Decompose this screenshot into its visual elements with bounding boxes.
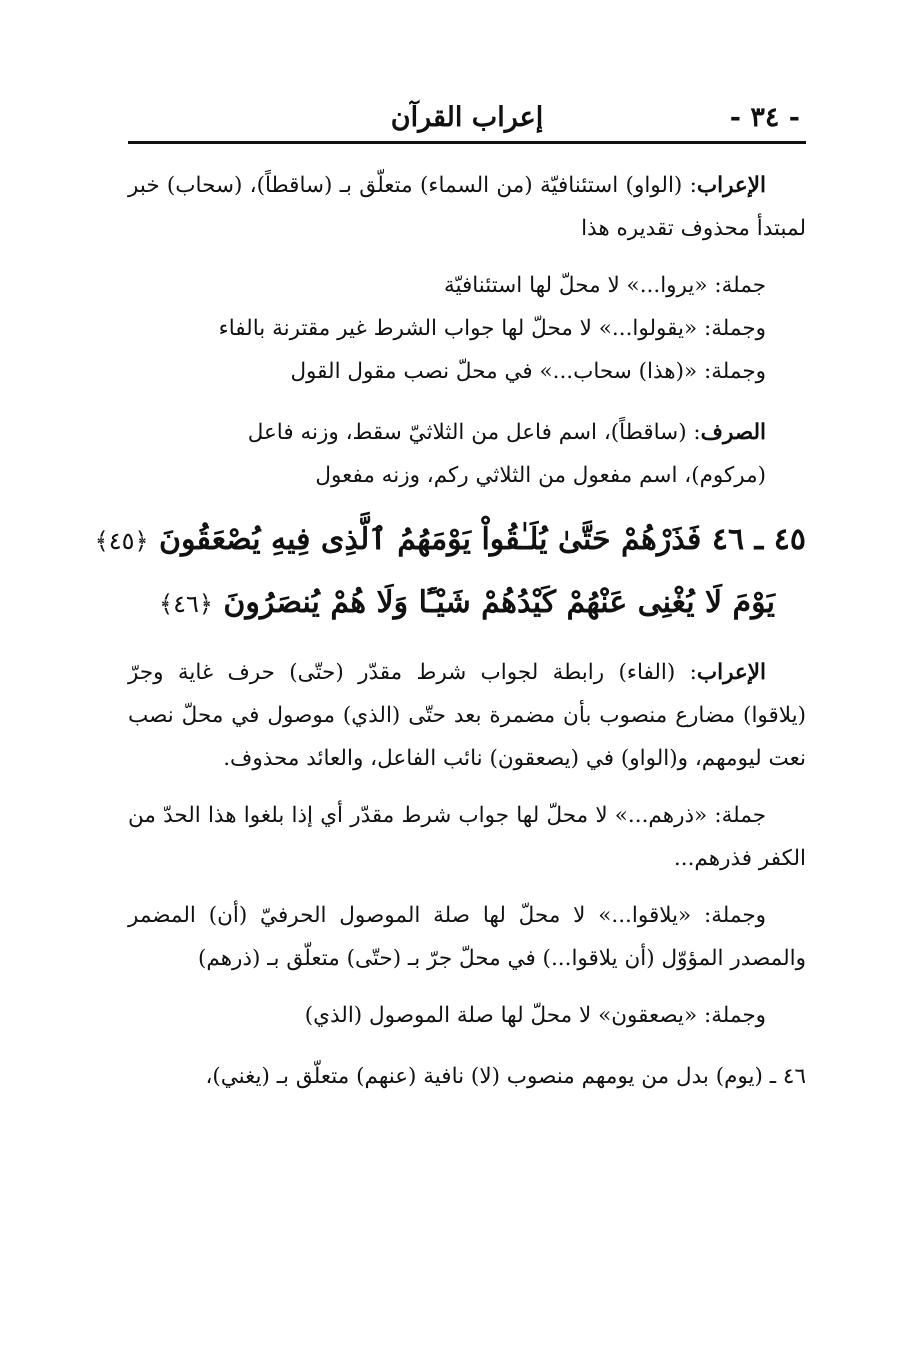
irab-label-1: الإعراب: [696, 173, 766, 198]
jumla-1: جملة: «يروا...» لا محلّ لها استئنافيّة: [443, 273, 766, 298]
irab-text-1: : (الواو) استئنافيّة (من السماء) متعلّق بـ (ساقطاً)، (سحاب) خبر لمبتدأ محذوف تقديره هذا: [128, 173, 806, 241]
irab-label-2: الإعراب: [696, 660, 766, 685]
irab-paragraph-2: [128, 651, 806, 780]
book-title: إعراب القرآن: [390, 102, 544, 133]
jumla-6: وجملة: «يصعقون» لا محلّ لها صلة الموصول (الذي): [304, 1003, 766, 1028]
jumla-3: وجملة: «(هذا) سحاب...» في محلّ نصب مقول القول: [290, 359, 766, 384]
last-line: ٤٦ ـ (يوم) بدل من يومهم منصوب (لا) نافية (عنهم) متعلّق بـ (يغني)،: [205, 1064, 806, 1089]
verse-text-2: يَوْمَ لَا يُغْنِى عَنْهُمْ كَيْدُهُمْ شَيْـًٔا وَلَا هُمْ يُنصَرُونَ: [223, 585, 775, 620]
verse-line-2: [128, 572, 806, 635]
sarf-label: الصرف: [700, 420, 766, 445]
header-rule: [128, 141, 806, 144]
quran-verse: [94, 509, 806, 635]
sarf-text-1: : (ساقطاً)، اسم فاعل من الثلاثيّ سقط، وزنه فاعل: [247, 420, 701, 445]
jumla-5: وجملة: «يلاقوا...» لا محلّ لها صلة الموصول الحرفيّ (أن) المضمر والمصدر المؤوّل (أن يلاقوا...) في محلّ جرّ بـ (حتّى) متعلّق بـ (ذرهم): [128, 903, 806, 971]
verse-numbers: ٤٥ ـ ٤٦: [711, 522, 806, 557]
irab-text-2: : (الفاء) رابطة لجواب شرط مقدّر (حتّى) حرف غاية وجرّ (يلاقوا) مضارع منصوب بأن مضمرة بعد حتّى (الذي) موصول في محلّ نصب نعت ليومهم، و(الواو) في (يصعقون) نائب الفاعل، والعائد محذوف.: [128, 660, 806, 771]
page-number: - ٣٤ -: [729, 102, 800, 133]
jumla-4: جملة: «ذرهم...» لا محلّ لها جواب شرط مقدّر أي إذا بلغوا هذا الحدّ من الكفر فذرهم...: [128, 803, 806, 871]
running-header: [128, 100, 806, 140]
irab-paragraph-1: [128, 164, 806, 250]
verse-end-mark-46: ﴿٤٦﴾: [159, 590, 213, 618]
verse-end-mark-45: ﴿٤٥﴾: [94, 527, 149, 555]
sarf-line-1: [128, 411, 806, 454]
verse-line-1: [94, 509, 806, 572]
sarf-line-2: (مركوم)، اسم مفعول من الثلاثي ركم، وزنه مفعول: [315, 463, 766, 488]
jumla-2: وجملة: «يقولوا...» لا محلّ لها جواب الشرط غير مقترنة بالفاء: [218, 316, 766, 341]
page-content: [94, 164, 806, 1098]
verse-text-1: فَذَرْهُمْ حَتَّىٰ يُلَـٰقُواْ يَوْمَهُمُ ٱلَّذِى فِيهِ يُصْعَقُونَ: [159, 522, 702, 557]
